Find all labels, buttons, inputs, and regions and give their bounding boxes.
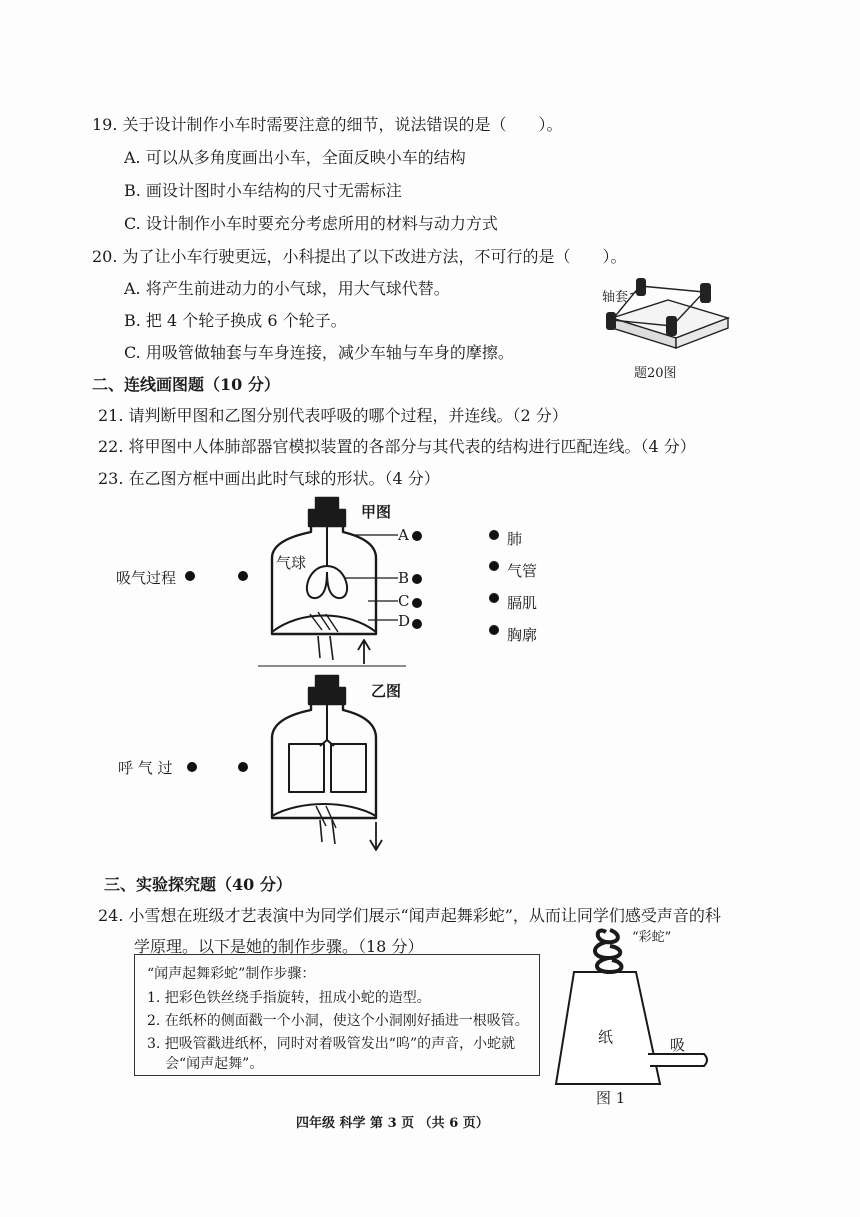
letter-d: D (398, 612, 411, 630)
page-footer: 四年级 科学 第 3 页 （共 6 页） (296, 1116, 489, 1131)
letter-c: C (398, 592, 410, 610)
structure-trachea: 气管 (507, 562, 538, 580)
q20-stem: 20. 为了让小车行驶更远，小科提出了以下改进方法，不可行的是（ ）。 (92, 247, 627, 266)
structure-diaphragm: 膈肌 (507, 594, 538, 612)
process-inhale: 吸气过程 (116, 569, 177, 587)
fig-straw-label: 吸 (670, 1036, 686, 1054)
q19-option-c: C. 设计制作小车时要充分考虑所用的材料与动力方式 (124, 214, 498, 233)
q24-line2: 学原理。以下是她的制作步骤。（18 分） (134, 937, 424, 956)
process-exhale: 呼 气 过 (118, 759, 173, 777)
steps-title: “闻声起舞彩蛇”制作步骤： (147, 966, 316, 982)
q19-stem: 19. 关于设计制作小车时需要注意的细节，说法错误的是（ ）。 (92, 115, 563, 134)
step-2: 2. 在纸杯的侧面戳一个小洞，使这个小洞刚好插进一根吸管。 (147, 1013, 529, 1029)
diagram-jia-title: 甲图 (361, 503, 392, 521)
letter-b: B (398, 569, 410, 587)
q19-option-b: B. 画设计图时小车结构的尺寸无需标注 (124, 181, 402, 200)
fig-paper-label: 纸 (598, 1028, 614, 1046)
fig1-caption: 图 1 (596, 1089, 626, 1107)
axle-sleeve-label: 轴套 (602, 290, 629, 305)
q24-line1: 24. 小雪想在班级才艺表演中为同学们展示“闻声起舞彩蛇”，从而让同学们感受声音的科 (98, 906, 721, 925)
balloon-label: 气球 (276, 554, 307, 572)
q22-text: 22. 将甲图中人体肺部器官模拟装置的各部分与其代表的结构进行匹配连线。（4 分） (98, 437, 696, 456)
q21-text: 21. 请判断甲图和乙图分别代表呼吸的哪个过程，并连线。（2 分） (98, 406, 568, 425)
diagram-yi-title: 乙图 (371, 682, 402, 700)
q23-text: 23. 在乙图方框中画出此时气球的形状。（4 分） (98, 469, 440, 488)
step-3a: 3. 把吸管戳进纸杯，同时对着吸管发出“呜”的声音，小蛇就 (147, 1036, 516, 1052)
q20-option-a: A. 将产生前进动力的小气球，用大气球代替。 (124, 279, 450, 298)
q20-figure-caption: 题20图 (634, 366, 677, 381)
letter-a: A (398, 526, 409, 544)
step-3b: 会“闻声起舞”。 (165, 1056, 264, 1072)
step-1: 1. 把彩色铁丝绕手指旋转，扭成小蛇的造型。 (147, 990, 431, 1006)
fig-snake-label: “彩蛇” (632, 930, 672, 945)
section2-title: 二、连线画图题（10 分） (92, 375, 280, 394)
q20-option-b: B. 把 4 个轮子换成 6 个轮子。 (124, 311, 347, 330)
structure-lung: 肺 (507, 530, 523, 548)
structure-chest: 胸廓 (507, 626, 538, 644)
q19-option-a: A. 可以从多角度画出小车，全面反映小车的结构 (124, 148, 466, 167)
section3-title: 三、实验探究题（40 分） (104, 875, 292, 894)
q20-option-c: C. 用吸管做轴套与车身连接，减少车轴与车身的摩擦。 (124, 343, 514, 362)
